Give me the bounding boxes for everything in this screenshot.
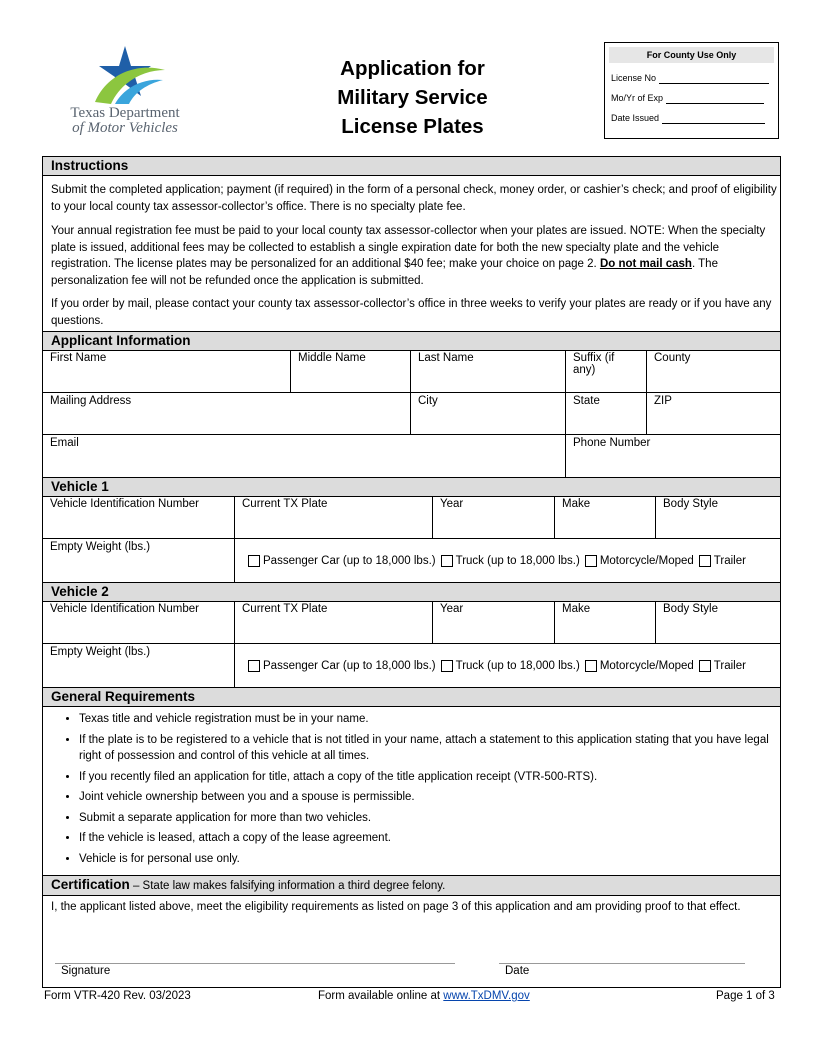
vehicle1-moto-checkbox[interactable] <box>585 555 597 567</box>
title-line2: Military Service <box>337 86 488 109</box>
vehicle1-weight-field[interactable]: Empty Weight (lbs.) <box>43 539 235 582</box>
page-number: Page 1 of 3 <box>716 990 775 1002</box>
instructions-p1: Submit the completed application; payment (if required) in the form of a personal check, money order, or cashier’s check; and proof of eligibility to your local county tax assessor-collector’s office. There is no specialty plate fee. <box>51 184 777 213</box>
truck-option-label: Truck (up to 18,000 lbs.) <box>455 660 580 672</box>
instructions-p2 <box>51 223 777 289</box>
list-item: • Joint vehicle ownership between you and a spouse is permissible. <box>79 789 779 806</box>
certification-text: I, the applicant listed above, meet the eligibility requirements as listed on page 3 of this application and am providing proof to that effect. <box>51 901 741 913</box>
list-item: • Vehicle is for personal use only. <box>79 851 779 868</box>
instructions-p2-text: Your annual registration fee must be paid to your local county tax assessor-collector when your plates are issued. NOTE: When the specialty plate is issued, additional fees may be collected to establish a single expiration date for both the new specialty plate and the vehicle registration. The license plates may be personalized for an additional $40 fee; make your choice on page 2. <box>51 225 766 270</box>
moto-option-label: Motorcycle/Moped <box>599 660 694 672</box>
vehicle1-truck-checkbox[interactable] <box>441 555 453 567</box>
car-option-label: Passenger Car (up to 18,000 lbs.) <box>263 555 436 567</box>
state-field[interactable]: State <box>566 393 647 435</box>
page-title <box>320 54 505 141</box>
middle-name-field[interactable]: Middle Name <box>291 350 411 393</box>
list-item: • Submit a separate application for more than two vehicles. <box>79 810 779 827</box>
county-use-heading: For County Use Only <box>609 47 774 63</box>
vehicle2-year-field[interactable]: Year <box>433 601 555 644</box>
exp-label: Mo/Yr of Exp <box>611 93 664 103</box>
certification-subtitle: – State law makes falsifying information a third degree felony. <box>129 880 446 892</box>
phone-field[interactable]: Phone Number <box>573 437 651 449</box>
vehicle2-vin-field[interactable]: Vehicle Identification Number <box>43 601 235 644</box>
txdmv-star-icon <box>55 44 195 106</box>
first-name-field[interactable]: First Name <box>43 350 291 393</box>
date-issued-label: Date Issued <box>611 113 660 123</box>
instructions-p2-end: . The personalization fee will not be refunded once the application is submitted. <box>51 258 718 287</box>
vehicle2-make-field[interactable]: Make <box>555 601 656 644</box>
signature-line[interactable] <box>55 963 455 964</box>
list-item: • If the vehicle is leased, attach a copy of the lease agreement. <box>79 830 779 847</box>
vehicle2-truck-checkbox[interactable] <box>441 660 453 672</box>
signature-label: Signature <box>61 965 111 977</box>
agency-name-line2: of Motor Vehicles <box>72 120 178 136</box>
footer-online-text: Form available online at <box>318 990 444 1002</box>
general-heading: General Requirements <box>43 687 780 707</box>
county-field[interactable]: County <box>647 350 780 393</box>
license-no-field[interactable] <box>659 73 769 84</box>
vehicle2-car-checkbox[interactable] <box>248 660 260 672</box>
vehicle2-moto-checkbox[interactable] <box>585 660 597 672</box>
vehicle1-heading: Vehicle 1 <box>43 477 780 497</box>
instructions-p3: If you order by mail, please contact your county tax assessor-collector’s office in three weeks to verify your plates are ready or if you have any questions. <box>51 298 772 327</box>
vehicle1-body-field[interactable]: Body Style <box>656 496 780 539</box>
list-item: • If the plate is to be registered to a vehicle that is not titled in your name, attach a statement to this application stating that you have legal right of possession and control of this vehicle at all times. <box>79 732 779 765</box>
date-line[interactable] <box>499 963 745 964</box>
vehicle1-car-checkbox[interactable] <box>248 555 260 567</box>
moto-option-label: Motorcycle/Moped <box>599 555 694 567</box>
date-issued-field[interactable] <box>662 113 765 124</box>
certification-title: Certification <box>51 877 130 892</box>
list-item: • If you recently filed an application for title, attach a copy of the title application receipt (VTR-500-RTS). <box>79 769 779 786</box>
email-field[interactable]: Email <box>43 435 566 477</box>
mailing-address-field[interactable]: Mailing Address <box>43 393 411 435</box>
title-line3: License Plates <box>341 115 484 138</box>
certification-heading <box>43 875 780 896</box>
trailer-option-label: Trailer <box>713 555 746 567</box>
application-form <box>42 156 781 988</box>
vehicle1-plate-field[interactable]: Current TX Plate <box>235 496 433 539</box>
instructions-heading: Instructions <box>43 157 780 176</box>
vehicle2-trailer-checkbox[interactable] <box>699 660 711 672</box>
trailer-option-label: Trailer <box>713 660 746 672</box>
general-requirements-list <box>43 711 780 871</box>
form-number: Form VTR-420 Rev. 03/2023 <box>44 990 191 1002</box>
vehicle2-weight-field[interactable]: Empty Weight (lbs.) <box>43 644 235 687</box>
vehicle2-plate-field[interactable]: Current TX Plate <box>235 601 433 644</box>
last-name-field[interactable]: Last Name <box>411 350 566 393</box>
do-not-mail-cash: Do not mail cash <box>599 258 692 270</box>
title-line1: Application for <box>340 57 485 80</box>
applicant-heading: Applicant Information <box>43 331 780 351</box>
vehicle1-make-field[interactable]: Make <box>555 496 656 539</box>
footer-online <box>318 990 530 1002</box>
suffix-field[interactable]: Suffix (if any) <box>566 350 647 393</box>
vehicle1-trailer-checkbox[interactable] <box>699 555 711 567</box>
date-label: Date <box>505 965 530 977</box>
list-item: • Texas title and vehicle registration must be in your name. <box>79 711 779 728</box>
license-no-label: License No <box>611 73 657 83</box>
txdmv-logo <box>55 44 195 140</box>
vehicle2-heading: Vehicle 2 <box>43 582 780 602</box>
txdmv-link[interactable]: www.TxDMV.gov <box>443 990 530 1002</box>
zip-field[interactable]: ZIP <box>647 393 780 435</box>
exp-field[interactable] <box>666 93 764 104</box>
agency-name-line1: Texas Department <box>70 105 180 121</box>
vehicle1-type-options <box>243 555 746 567</box>
vehicle2-type-options <box>243 660 746 672</box>
vehicle1-vin-field[interactable]: Vehicle Identification Number <box>43 496 235 539</box>
city-field[interactable]: City <box>411 393 566 435</box>
car-option-label: Passenger Car (up to 18,000 lbs.) <box>263 660 436 672</box>
vehicle2-body-field[interactable]: Body Style <box>656 601 780 644</box>
county-use-box <box>604 42 779 139</box>
truck-option-label: Truck (up to 18,000 lbs.) <box>455 555 580 567</box>
vehicle1-year-field[interactable]: Year <box>433 496 555 539</box>
